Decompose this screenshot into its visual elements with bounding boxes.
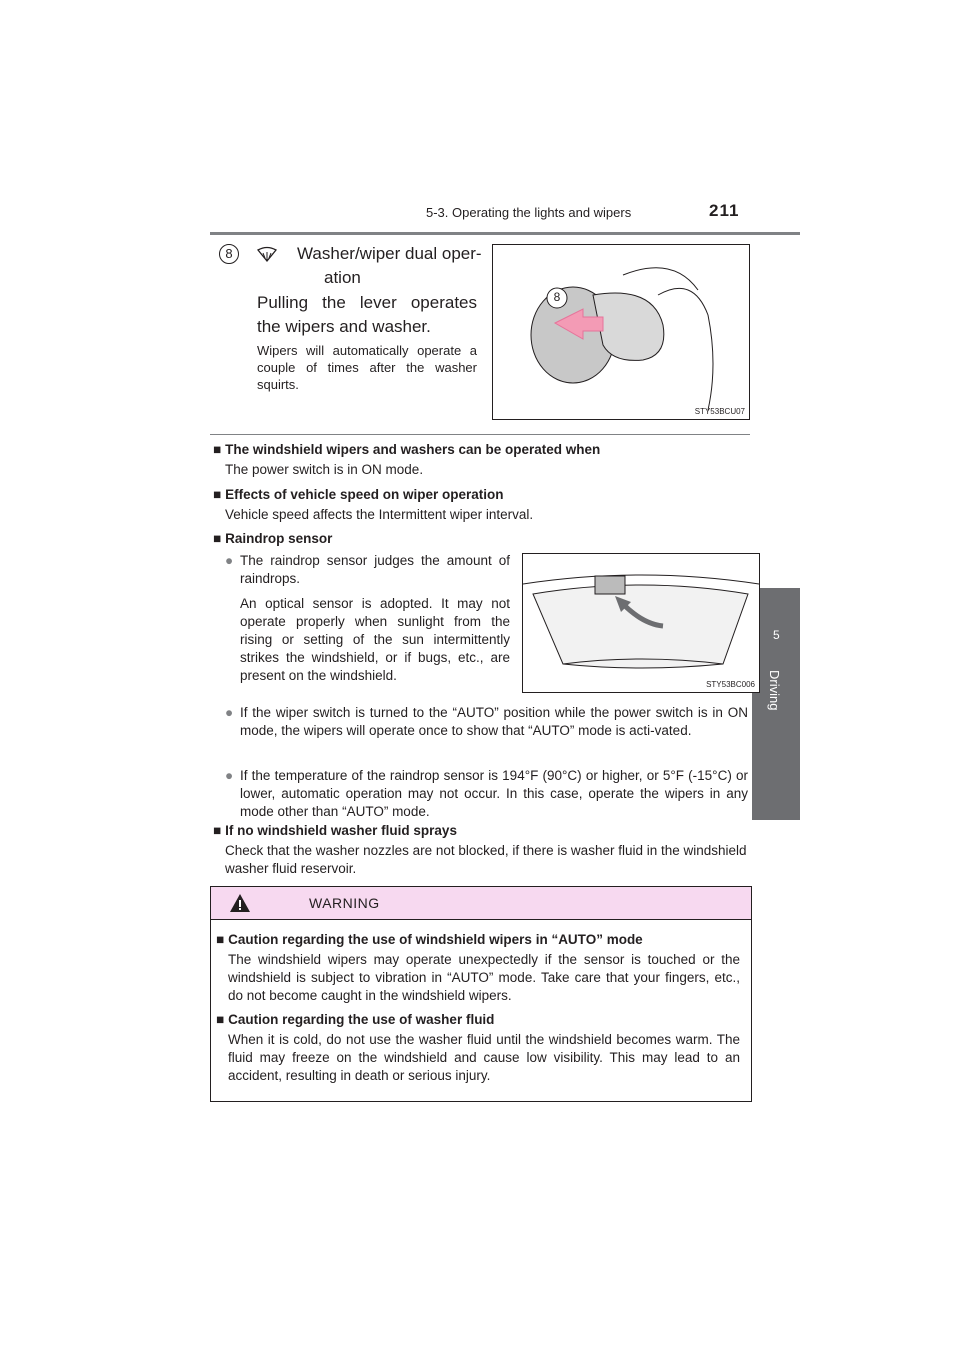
warning-header — [211, 887, 751, 920]
section-title: 5-3. Operating the lights and wipers — [426, 205, 632, 220]
chapter-label: Driving — [767, 670, 782, 711]
warning-box — [210, 886, 752, 1102]
bullet-icon: ● — [225, 768, 234, 783]
washer-wiper-icon — [256, 244, 278, 266]
warning-heading-auto: ■ Caution regarding the use of windshield wipers in “AUTO” mode — [216, 932, 643, 947]
raindrop-bullet-1: The raindrop sensor judges the amount of raindrops. — [240, 553, 510, 586]
raindrop-bullet-1-detail: An optical sensor is adopted. It may not operate properly when sunlight from the rising or setting of the sun intermittently strikes the windshield, or if bugs, etc., are present on the windshield. — [240, 596, 510, 683]
note-body-operation: The power switch is in ON mode. — [225, 462, 424, 477]
warning-heading-fluid: ■ Caution regarding the use of washer fluid — [216, 1012, 495, 1027]
item-description: Pulling the lever operates the wipers and washer. — [257, 293, 477, 336]
item-badge: 8 — [219, 244, 239, 264]
note-heading-raindrop: ■ Raindrop sensor — [213, 531, 333, 546]
chapter-number: 5 — [773, 628, 780, 642]
item-note: Wipers will automatically operate a couple of times after the washer squirts. — [257, 343, 477, 392]
raindrop-bullet-2: If the wiper switch is turned to the “AUTO” position while the power switch is in ON mode, the wipers will operate once to show that “AUTO” mode is acti-vated. — [240, 705, 748, 738]
figure-code: STY53BC006 — [706, 680, 755, 689]
warning-body-fluid: When it is cold, do not use the washer fluid until the windshield becomes warm. The fluid may freeze on the windshield and cause low visibility. This may lead to an accident, resulting in death or serious injury. — [228, 1032, 740, 1083]
separator — [210, 434, 750, 435]
figure-code: STY53BCU07 — [694, 407, 745, 416]
item-title: Washer/wiper dual oper- ation — [297, 244, 482, 287]
note-heading-speed: ■ Effects of vehicle speed on wiper operation — [213, 487, 504, 502]
raindrop-sensor-figure — [522, 553, 760, 693]
warning-icon — [229, 893, 251, 913]
lever-figure — [492, 244, 750, 420]
page-number: 211 — [709, 201, 740, 220]
raindrop-bullet-3: If the temperature of the raindrop sensor is 194°F (90°C) or higher, or 5°F (-15°C) or lower, automatic operation may not occur. In this case, operate the wipers in any mode other than “AUTO” mode. — [240, 768, 748, 819]
note-heading-fluid: ■ If no windshield washer fluid sprays — [213, 823, 457, 838]
bullet-icon: ● — [225, 705, 234, 720]
header-rule — [210, 232, 800, 235]
bullet-icon: ● — [225, 553, 234, 568]
note-body-fluid: Check that the washer nozzles are not blocked, if there is washer fluid in the windshield washer fluid reservoir. — [225, 843, 747, 876]
note-heading-operation: ■ The windshield wipers and washers can be operated when — [213, 442, 601, 457]
note-body-speed: Vehicle speed affects the Intermittent wiper interval. — [225, 507, 534, 522]
figure-badge: 8 — [553, 290, 561, 304]
warning-title: WARNING — [309, 895, 380, 911]
warning-body-auto: The windshield wipers may operate unexpectedly if the sensor is touched or the windshield is subject to vibration in “AUTO” mode. Take care that your fingers, etc., do not become caught in the windshield wipers. — [228, 952, 740, 1003]
